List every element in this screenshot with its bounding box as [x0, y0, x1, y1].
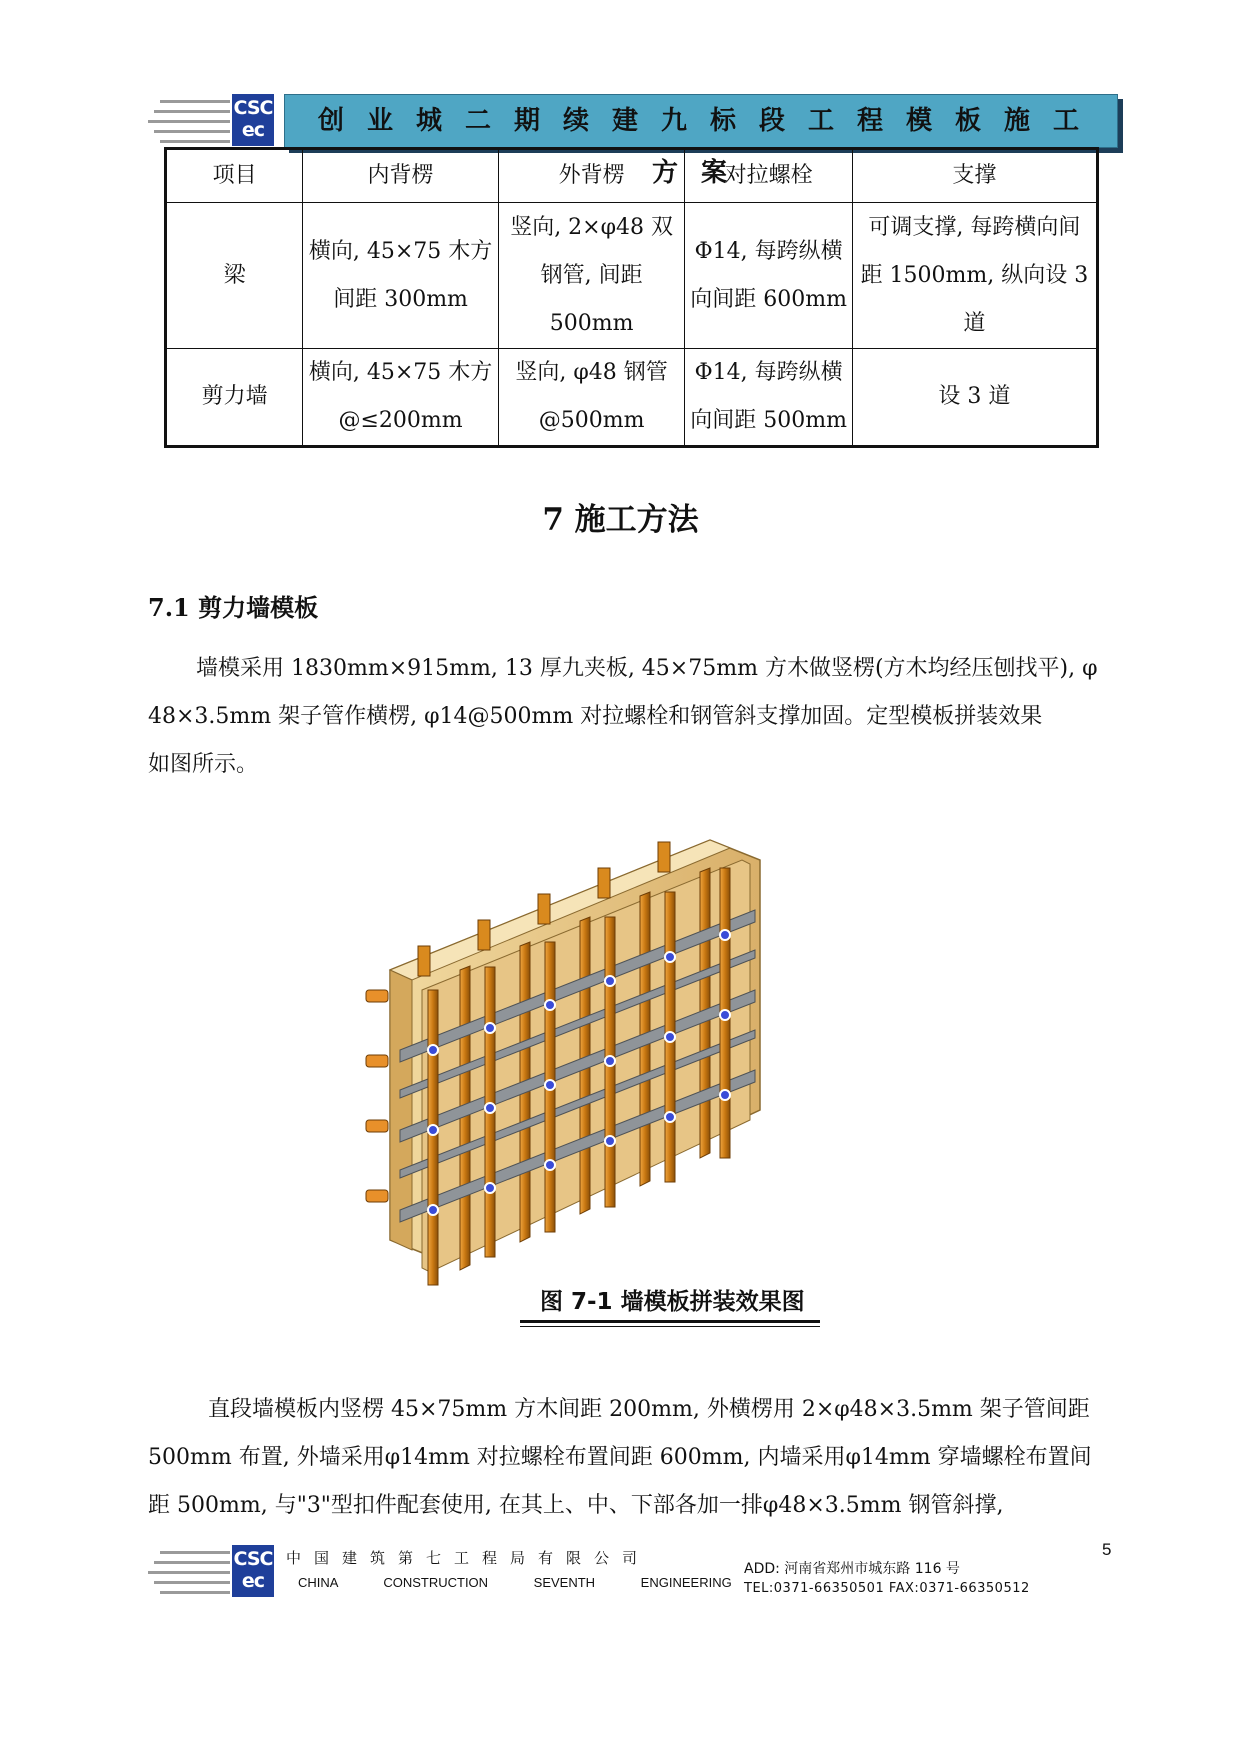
cell-inner-wale: [303, 349, 499, 447]
col-header-item: 项目: [166, 149, 303, 203]
table-row: [166, 349, 1098, 447]
cell-line: Φ14, 每跨纵横: [694, 238, 843, 264]
footer-address: ADD: 河南省郑州市城东路 116 号: [744, 1561, 960, 1577]
cell-line: 横向, 45×75 木方: [308, 238, 493, 264]
section-heading: 7 施工方法: [542, 502, 699, 538]
footer-tel-fax: TEL:0371-66350501 FAX:0371-66350512: [744, 1581, 1030, 1596]
cell-outer-wale: [498, 349, 685, 447]
tie-bolt-ends: [366, 990, 388, 1202]
cell-item: 梁: [166, 203, 303, 349]
paragraph-line: 直段墙模板内竖楞 45×75mm 方木间距 200mm, 外横楞用 2×φ48×3.5mm 架子管间距: [208, 1397, 1090, 1422]
cell-support: [852, 203, 1097, 349]
cell-line: @≤200mm: [338, 408, 463, 433]
cell-tie-bolt: [685, 203, 852, 349]
wall-formwork-assembly-figure: [360, 820, 840, 1300]
paragraph-line: 如图所示。: [148, 752, 259, 777]
table-header-row: [166, 149, 1098, 203]
caption-underline-thin: [520, 1326, 820, 1327]
paragraph-wall-formwork: [148, 645, 1116, 789]
paragraph-line: 墙模采用 1830mm×915mm, 13 厚九夹板, 45×75mm 方木做竖楞(方木均经压刨找平), φ: [196, 656, 1098, 681]
col-header-outer-wale: 外背楞: [498, 149, 685, 203]
paragraph-line: 距 500mm, 与"3"型扣件配套使用, 在其上、中、下部各加一排φ48×3.5mm 钢管斜撑,: [148, 1493, 1004, 1518]
cell-line: 竖向, φ48 钢管: [515, 360, 668, 385]
paragraph-line: 48×3.5mm 架子管作横楞, φ14@500mm 对拉螺栓和钢管斜支撑加固。定型模板拼装效果: [148, 704, 1043, 729]
logo-text-bottom: ec: [241, 119, 265, 141]
cell-support: 设 3 道: [852, 349, 1097, 447]
table-row: [166, 203, 1098, 349]
cell-outer-wale: [498, 203, 685, 349]
logo-text-top: CSC: [233, 1548, 273, 1570]
footer-company-name-en: CHINA CONSTRUCTION SEVENTH ENGINEERING: [298, 1575, 732, 1590]
cell-line: 可调支撑, 每跨横向间: [868, 214, 1081, 240]
cell-line: 钢管, 间距 500mm: [540, 262, 643, 336]
cell-tie-bolt: [685, 349, 852, 447]
cell-item: 剪力墙: [166, 349, 303, 447]
paragraph-straight-wall: [148, 1386, 1116, 1530]
header-logo-lines: [148, 96, 238, 144]
header-company-logo: [232, 94, 274, 146]
cell-inner-wale: [303, 203, 499, 349]
footer-logo-lines: [148, 1547, 238, 1595]
formwork-spec-table: [164, 147, 1099, 448]
col-header-support: 支撑: [852, 149, 1097, 203]
col-header-inner-wale: 内背楞: [303, 149, 499, 203]
cell-line: 间距 300mm: [333, 286, 468, 312]
caption-underline: [520, 1320, 820, 1323]
logo-text-top: CSC: [233, 97, 273, 119]
document-title: 创业城二期续建九标段工程模板施工方案: [317, 106, 1102, 188]
figure-caption: 图 7-1 墙模板拼装效果图: [540, 1289, 805, 1315]
logo-text-bottom: ec: [241, 1570, 265, 1592]
cell-line: 距 1500mm, 纵向设 3: [860, 262, 1089, 288]
cell-line: 道: [963, 310, 986, 336]
page-number: 5: [1102, 1540, 1112, 1559]
cell-line: @500mm: [538, 408, 645, 433]
cell-line: 向间距 500mm: [690, 408, 847, 433]
cell-line: 竖向, 2×φ48 双: [510, 214, 673, 240]
cell-line: Φ14, 每跨纵横: [694, 360, 843, 385]
cell-line: 横向, 45×75 木方: [308, 360, 493, 385]
cell-line: 向间距 600mm: [690, 286, 847, 312]
paragraph-line: 500mm 布置, 外墙采用φ14mm 对拉螺栓布置间距 600mm, 内墙采用φ14mm 穿墙螺栓布置间: [148, 1445, 1092, 1470]
col-header-tie-bolt: 对拉螺栓: [685, 149, 852, 203]
subsection-heading: 7.1 剪力墙模板: [148, 593, 319, 622]
footer-company-logo: [232, 1545, 274, 1597]
footer-company-name-cn: 中国建筑第七工程局有限公司: [286, 1549, 651, 1567]
